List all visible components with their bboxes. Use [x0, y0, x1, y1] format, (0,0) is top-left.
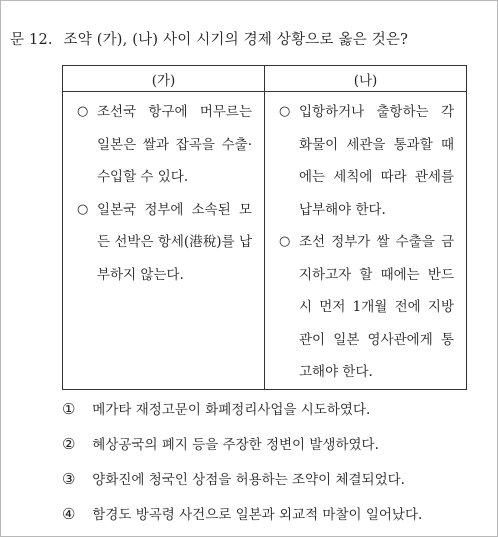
- circle-bullet-icon: ○: [77, 201, 89, 217]
- circle-bullet-icon: ○: [279, 104, 291, 119]
- option-text: 양화진에 청국인 상점을 허용하는 조약이 체결되었다.: [92, 472, 405, 488]
- clause-text: 입항하거나 출항하는 각 화물이 세관을 통과할 때에는 세칙에 따라 관세를 납부해야 한다.: [299, 104, 454, 218]
- treaty-ga-clause-2: [77, 194, 252, 292]
- column-ga: [63, 92, 265, 390]
- option-number: ②: [62, 435, 76, 453]
- circle-bullet-icon: ○: [279, 234, 291, 249]
- treaty-ga-clause-1: [77, 96, 252, 194]
- answer-options: [62, 396, 422, 536]
- circle-bullet-icon: ○: [77, 104, 89, 119]
- option-number: ③: [62, 470, 76, 488]
- column-na: [265, 92, 467, 390]
- clause-text: 조선국 항구에 머무르는 일본은 쌀과 잡곡을 수출·수입할 수 있다.: [97, 104, 252, 185]
- option-number: ①: [62, 400, 76, 418]
- header-ga: (가): [63, 66, 265, 92]
- option-text: 함경도 방곡령 사건으로 일본과 외교적 마찰이 일어났다.: [92, 507, 423, 523]
- option-4[interactable]: [62, 501, 422, 536]
- question-stem: [10, 28, 408, 49]
- option-text: 메가타 재정고문이 화폐정리사업을 시도하였다.: [92, 402, 371, 418]
- header-na: (나): [265, 66, 467, 92]
- option-2[interactable]: [62, 431, 422, 466]
- treaty-comparison-table: [62, 65, 467, 390]
- clause-text: 조선 정부가 쌀 수출을 금지하고자 할 때에는 반드시 먼저 1개월 전에 지방관이 일본 영사관에게 통고해야 한다.: [299, 234, 454, 380]
- option-3[interactable]: [62, 466, 422, 501]
- option-1[interactable]: [62, 396, 422, 431]
- question-number: 문 12.: [10, 32, 53, 48]
- clause-text: 일본국 정부에 소속된 모든 선박은 항세(港稅)를 납부하지 않는다.: [97, 201, 252, 283]
- question-text: 조약 (가), (나) 사이 시기의 경제 상황으로 옳은 것은?: [63, 32, 409, 48]
- option-number: ④: [62, 505, 76, 523]
- option-text: 혜상공국의 폐지 등을 주장한 정변이 발생하였다.: [92, 437, 379, 453]
- treaty-na-clause-2: [279, 226, 454, 389]
- treaty-na-clause-1: [279, 96, 454, 226]
